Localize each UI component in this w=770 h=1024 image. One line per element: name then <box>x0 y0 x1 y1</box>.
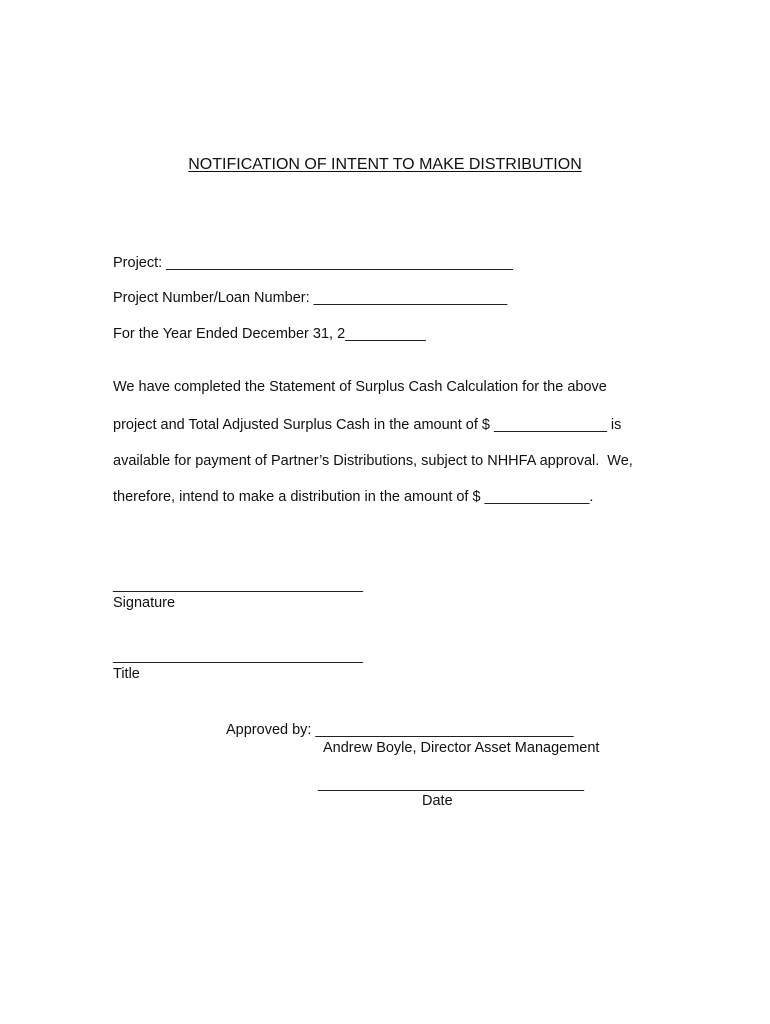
approved-by-field[interactable]: Approved by: ________________________________ <box>226 722 574 738</box>
paragraph-line-1: We have completed the Statement of Surplus Cash Calculation for the above <box>113 379 607 395</box>
project-number-field[interactable]: Project Number/Loan Number: ________________________ <box>113 290 508 306</box>
date-rule[interactable]: _________________________________ <box>318 776 585 792</box>
project-field[interactable]: Project: ___________________________________________ <box>113 255 513 271</box>
date-label: Date <box>422 793 453 809</box>
title-label: Title <box>113 666 140 682</box>
signature-label: Signature <box>113 595 176 611</box>
paragraph-line-2: project and Total Adjusted Surplus Cash in the amount of $ ______________ is <box>113 417 622 433</box>
paragraph-line-4: therefore, intend to make a distribution in the amount of $ _____________. <box>113 489 594 505</box>
signature-rule[interactable]: _______________________________ <box>113 577 363 593</box>
document-title: NOTIFICATION OF INTENT TO MAKE DISTRIBUTION <box>188 156 582 173</box>
title-rule[interactable]: _______________________________ <box>113 648 363 664</box>
year-ended-field[interactable]: For the Year Ended December 31, 2__________ <box>113 326 426 342</box>
paragraph-line-3: available for payment of Partner’s Distributions, subject to NHHFA approval. We, <box>113 453 633 469</box>
approver-name: Andrew Boyle, Director Asset Management <box>323 740 600 756</box>
